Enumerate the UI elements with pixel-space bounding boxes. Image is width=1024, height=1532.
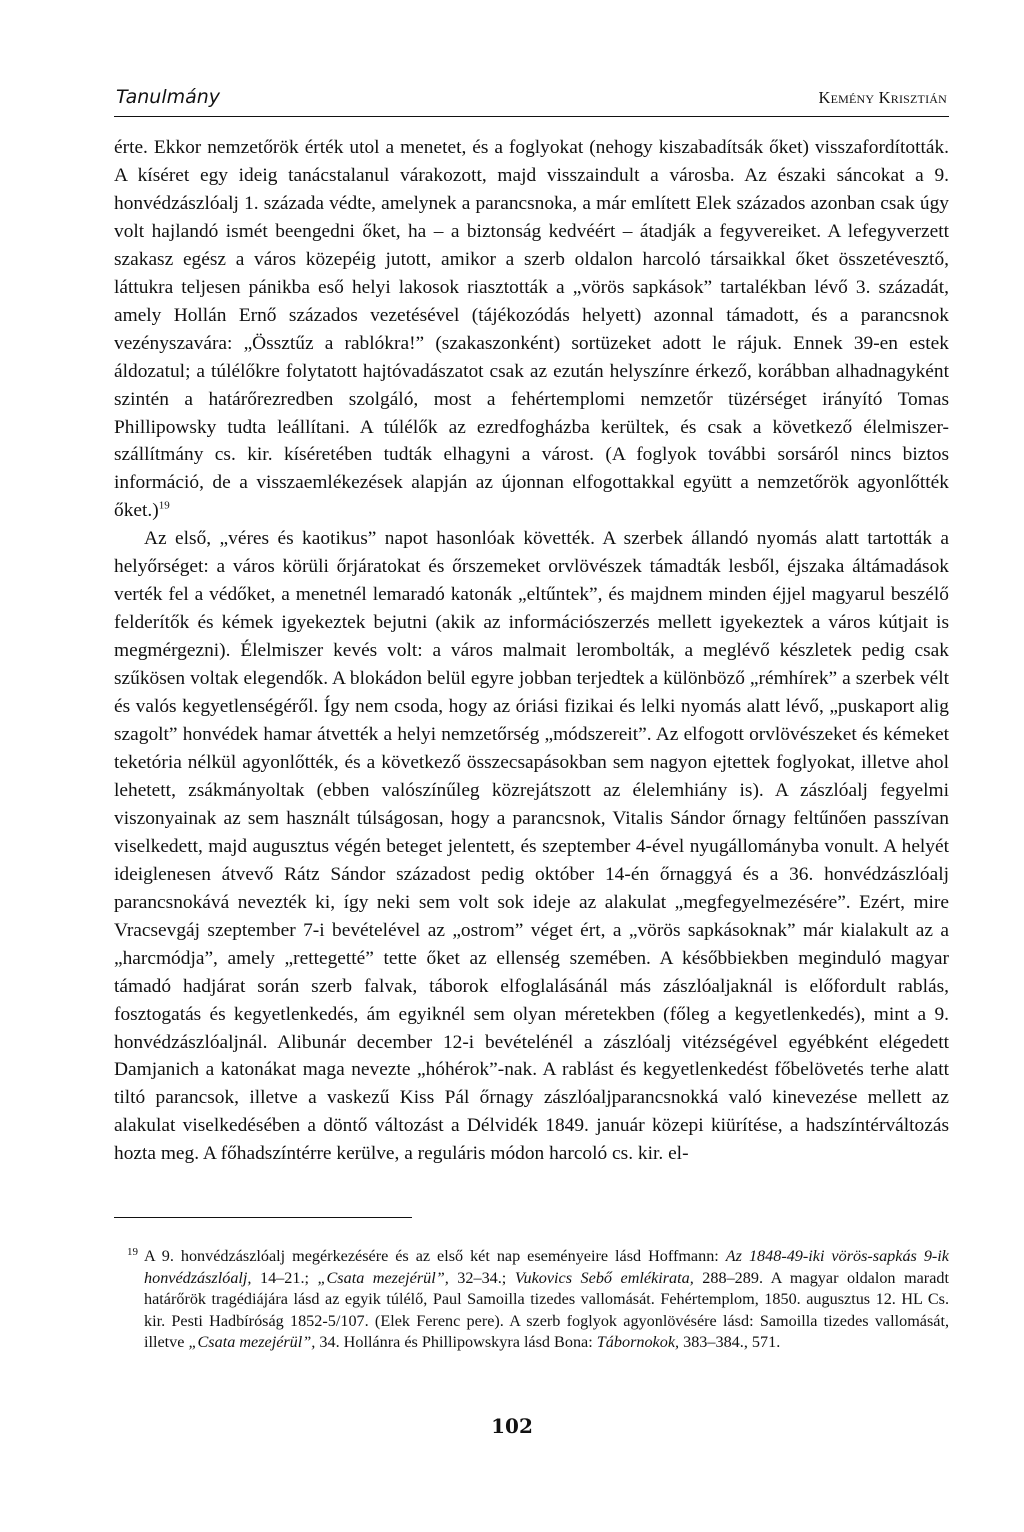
author-name: Kemény Krisztián [818,88,947,107]
footnote-text: A 9. honvédzászlóalj megérkezésére és az első két nap eseményeire lásd Hoffmann: Az 1848-49-iki vörös-sapkás 9-ik honvédzászlóalj, 14–21.; „Csata mezejérül”, 32–34.; Vukovics Sebő emlékirata, 288–289. A magyar oldalon maradt határőrök tragédiájára lásd az egyik túlélő, Paul Samoilla tizedes vallomását. Fehértemplom, 1850. augusztus 12. HL Cs. kir. Pesti Hadbíróság 1852-5/107. (Elek Ferenc pere). A szerb foglyok agyonlövésére lásd: Samoilla tizedes vallomását, illetve „Csata mezejérül”, 34. Hollánra és Phillipowskyra lásd Bona: Tábornokok, 383–384., 571. [144,1247,949,1352]
citation-title: „Csata mezejérül”, [188,1333,316,1352]
paragraph-1 [114,134,949,525]
paragraph-2: Az első, „véres és kaotikus” napot hasonlóak követték. A szerbek állandó nyomás alatt tartották a helyőrséget: a város körüli őrjáratokat és őrszemeket orvlövészek támadták lesből, éjszaka áltámadások verték fel a védőket, a menetnél lemaradó katonák „eltűntek”, és majdnem minden éjjel magyarul beszélő felderítők és kémek igyekeztek bejutni (akik az információszerzés mellett igyekeztek a város kútjait is megmérgezni). Élelmiszer kevés volt: a város malmait lerombolták, a meglévő készletek pedig csak szűkösen voltak elegendők. A blokádon belül egyre jobban terjedtek a különböző „rémhírek” a szerbek vélt és valós kegyetlenségéről. Így nem csoda, hogy az óriási fizikai és lelki nyomás alatt lévő, „puskaport alig szagolt” honvédek hamar átvették a helyi nemzetőrség „módszereit”. Az elfogott orvlövészeket és kémeket teketória nélkül agyonlőtték, és a következő összecsapásokban sem nagyon ejtettek foglyokat, illetve ahol lehetett, zsákmányoltak (ebben valószínűleg közrejátszott az élelemhiány is). A zászlóalj fegyelmi viszonyainak az sem használt túlságosan, hogy a parancsnok, Vitalis Sándor őrnagy feltűnően passzívan viselkedett, majd augusztus végén beteget jelentett, és szeptember 4-ével nyugállományba vonult. A helyét ideiglenesen átvevő Rátz Sándor századost pedig október 14-én őrnaggyá és a 36. honvédzászlóalj parancsnokává nevezték ki, így neki sem volt sok ideje az alakulat „megfegyelmezésére”. Ezért, mire Vracsevgáj szeptember 7-i bevételével az „ostrom” véget ért, a „vörös sapkásoknak” már kialakult az a „harcmódja”, amely „rettegetté” tette őket az ellenség szemében. A későbbiekben meginduló magyar támadó hadjárat során szerb falvak, táborok elfoglalásánál más zászlóaljaknál is előfordult rablás, fosztogatás és kegyetlenkedés, ám egyiknél sem olyan méretekben (főleg a kegyetlenkedés), mint a 9. honvédzászlóaljnál. Alibunár december 12-i bevételénél a zászlóalj vitézségével egyébként elégedett Damjanich a katonákat maga nevezte „hóhérok”-nak. A rablást és kegyetlenkedést főbelövetés terhe alatt tiltó parancsok, illetve a vaskezű Kiss Pál őrnagy zászlóaljparancsnokká való kinevezése mellett az alakulat viselkedésében a döntő változást a Délvidék 1849. január közepi kiürítése, a hadszíntérváltozás hozta meg. A főhadszíntérre kerülve, a reguláris módon harcoló cs. kir. el- [114,528,949,1165]
footnote [114,1242,949,1354]
page-number: 102 [491,1414,533,1438]
citation-title: Tábornokok, [596,1333,680,1352]
main-text [114,134,949,1168]
citation-title: „Csata mezejérül”, [317,1268,449,1287]
footnote-reference[interactable]: 19 [158,499,170,512]
citation-title: Vukovics Sebő emlékirata, [514,1268,694,1287]
paragraph-1-text: érte. Ekkor nemzetőrök érték utol a menetet, és a foglyokat (nehogy kiszabadítsák őket) visszafordították. A kíséret egy ideig tanácstalanul várakozott, majd visszaindult a városba. Az északi sáncokat a 9. honvédzászlóalj 1. százada védte, amelynek a parancsnoka, a már említett Elek százados azonban csak úgy volt hajlandó ismét beengedni őket, ha – a biztonság kedvéért – átadják a fegyvereiket. A lefegyverzett szakasz egész a város közepéig jutott, amikor a szerb oldalon harcoló társaikkal őket összetévesztő, láttukra teljesen pánikba eső helyi lakosok riasztották a „vörös sapkások” tartalékban lévő 3. századát, amely Hollán Ernő százados vezetésével (tájékozódás helyett) azonnal támadott, és a parancsnok vezényszavára: „Össztűz a rablókra!” (szakaszonként) sortüzeket adott le rájuk. Ennek 39-en estek áldozatul; a túlélőkre folytatott hajtóvadászatot csak az ezután helyszínre érkező, korábban alhadnagyként szintén a határőrezredben szolgáló, most a fehértemplomi nemzetőr tüzérséget irányító Tomas Phillipowsky tudta leállítani. A túlélők az ezredfogházba kerültek, és csak a következő élelmiszer-szállítmány cs. kir. kíséretében tudták elhagyni a várost. (A foglyok további sorsáról nincs biztos információ, de a visszaemlékezések alapján az újonnan elfogottakkal együtt a nemzetőrök agyonlőtték őket.) [114,137,949,522]
journal-section-title: Tanulmány [116,86,221,108]
footnote-divider [114,1217,412,1218]
running-header [114,86,949,117]
footnote-number: 19 [127,1246,138,1258]
citation-title: Az 1848-49-iki vörös-sapkás 9-ik honvédzászlóalj, [144,1247,949,1287]
